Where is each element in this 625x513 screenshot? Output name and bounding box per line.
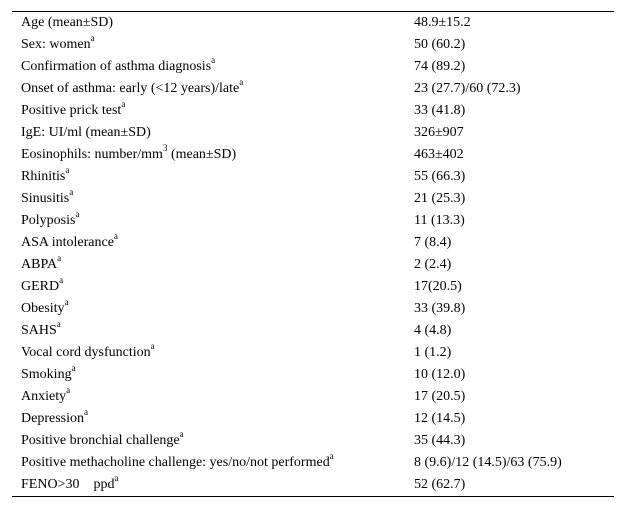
row-label-cell [12,56,414,78]
row-label: GERD [21,279,60,294]
table-row [12,408,614,430]
row-label: ABPA [21,257,58,272]
row-value: 48.9±15.2 [414,15,471,30]
row-value: 10 (12.0) [414,367,466,382]
row-label-superscript: a [113,231,118,242]
row-label: Polyposis [21,213,76,228]
table-row [12,100,614,122]
row-label: Depression [21,411,84,426]
table-row [12,166,614,188]
row-value: 463±402 [414,147,464,162]
row-value: 23 (27.7)/60 (72.3) [414,81,521,96]
row-label-cell [12,408,414,430]
row-value: 2 (2.4) [414,257,452,272]
row-value: 17(20.5) [414,279,462,294]
row-label-superscript: a [179,429,184,440]
row-label-superscript: a [75,209,80,220]
table-body [12,12,614,496]
row-label: Sinusitis [21,191,70,206]
table-row [12,452,614,474]
row-value: 33 (41.8) [414,103,466,118]
row-value: 21 (25.3) [414,191,466,206]
row-label: Anxiety [21,389,67,404]
row-label-superscript: a [150,341,155,352]
row-label-superscript: a [66,385,71,396]
row-label: ASA intolerance [21,235,114,250]
row-value: 1 (1.2) [414,345,452,360]
row-label-superscript: a [59,275,64,286]
row-label-superscript: a [84,407,88,418]
row-label-superscript: a [64,297,69,308]
table-row [12,342,614,364]
row-label-superscript: a [329,451,334,462]
row-label-cell [12,100,414,122]
row-label: Positive bronchial challenge [21,433,180,448]
row-label-cell [12,430,414,452]
row-label-cell [12,210,414,232]
table-row [12,276,614,298]
row-label-superscript: a [90,33,95,44]
row-value: 33 (39.8) [414,301,466,316]
table-row [12,298,614,320]
row-label: Rhinitis [21,169,66,184]
table-row [12,188,614,210]
table-row [12,254,614,276]
table-row [12,474,614,496]
table-row [12,386,614,408]
table-row [12,320,614,342]
row-value: 35 (44.3) [414,433,466,448]
row-label: Onset of asthma: early (<12 years)/late [21,81,240,96]
row-value: 7 (8.4) [414,235,452,250]
row-label: Positive methacholine challenge: yes/no/not performed [21,455,330,470]
row-label: Vocal cord dysfunction [21,345,151,360]
row-label-superscript: a [239,77,244,88]
row-label-superscript: a [114,473,119,484]
row-value: 50 (60.2) [414,37,466,52]
row-label: Age (mean±SD) [21,15,114,30]
row-label-cell [12,254,414,276]
table-row [12,122,614,144]
row-label-cell [12,452,414,474]
row-label-cell [12,232,414,254]
row-label: Positive prick test [21,103,122,118]
table-row [12,34,614,56]
row-label-cell [12,320,414,342]
table-row [12,232,614,254]
table-row [12,78,614,100]
row-label-cell [12,474,414,496]
row-label-cell [12,78,414,100]
row-label: Eosinophils: number/mm [21,147,163,162]
table-row [12,144,614,166]
row-label-cell [12,298,414,320]
row-value: 12 (14.5) [414,411,466,426]
row-label-superscript: a [69,187,74,198]
row-value: 326±907 [414,125,464,140]
row-value: 74 (89.2) [414,59,466,74]
row-label: Confirmation of asthma diagnosis [21,59,212,74]
row-label: IgE: UI/ml (mean±SD) [21,125,151,140]
table-row [12,364,614,386]
row-label-superscript: a [121,99,126,110]
row-label: SAHS [21,323,57,338]
row-label: Sex: women [21,37,91,52]
row-label-cell [12,144,414,166]
row-label-superscript: a [71,363,76,374]
row-label-cell [12,34,414,56]
row-value: 52 (62.7) [414,477,466,492]
row-value: 4 (4.8) [414,323,452,338]
table-row [12,56,614,78]
row-label-superscript: a [56,319,61,330]
row-label-superscript: 3 [162,143,168,154]
row-value: 11 (13.3) [414,213,465,228]
row-label-superscript: a [211,55,216,66]
row-label-cell [12,276,414,298]
row-label-superscript: a [57,253,62,264]
row-label: Smoking [21,367,72,382]
table-row [12,12,614,34]
table-row [12,210,614,232]
row-label-suffix: (mean±SD) [167,147,237,162]
row-label: Obesity [21,301,65,316]
row-label-cell [12,386,414,408]
row-label-cell [12,12,414,34]
characteristics-table [12,11,614,497]
row-value: 17 (20.5) [414,389,466,404]
row-value: 55 (66.3) [414,169,466,184]
row-label-cell [12,188,414,210]
row-label-cell [12,166,414,188]
row-label: FENO>30 ppd [21,477,115,492]
row-label-cell [12,122,414,144]
row-label-cell [12,342,414,364]
row-value: 8 (9.6)/12 (14.5)/63 (75.9) [414,455,562,470]
row-label-cell [12,364,414,386]
row-label-superscript: a [65,165,70,176]
table-row [12,430,614,452]
